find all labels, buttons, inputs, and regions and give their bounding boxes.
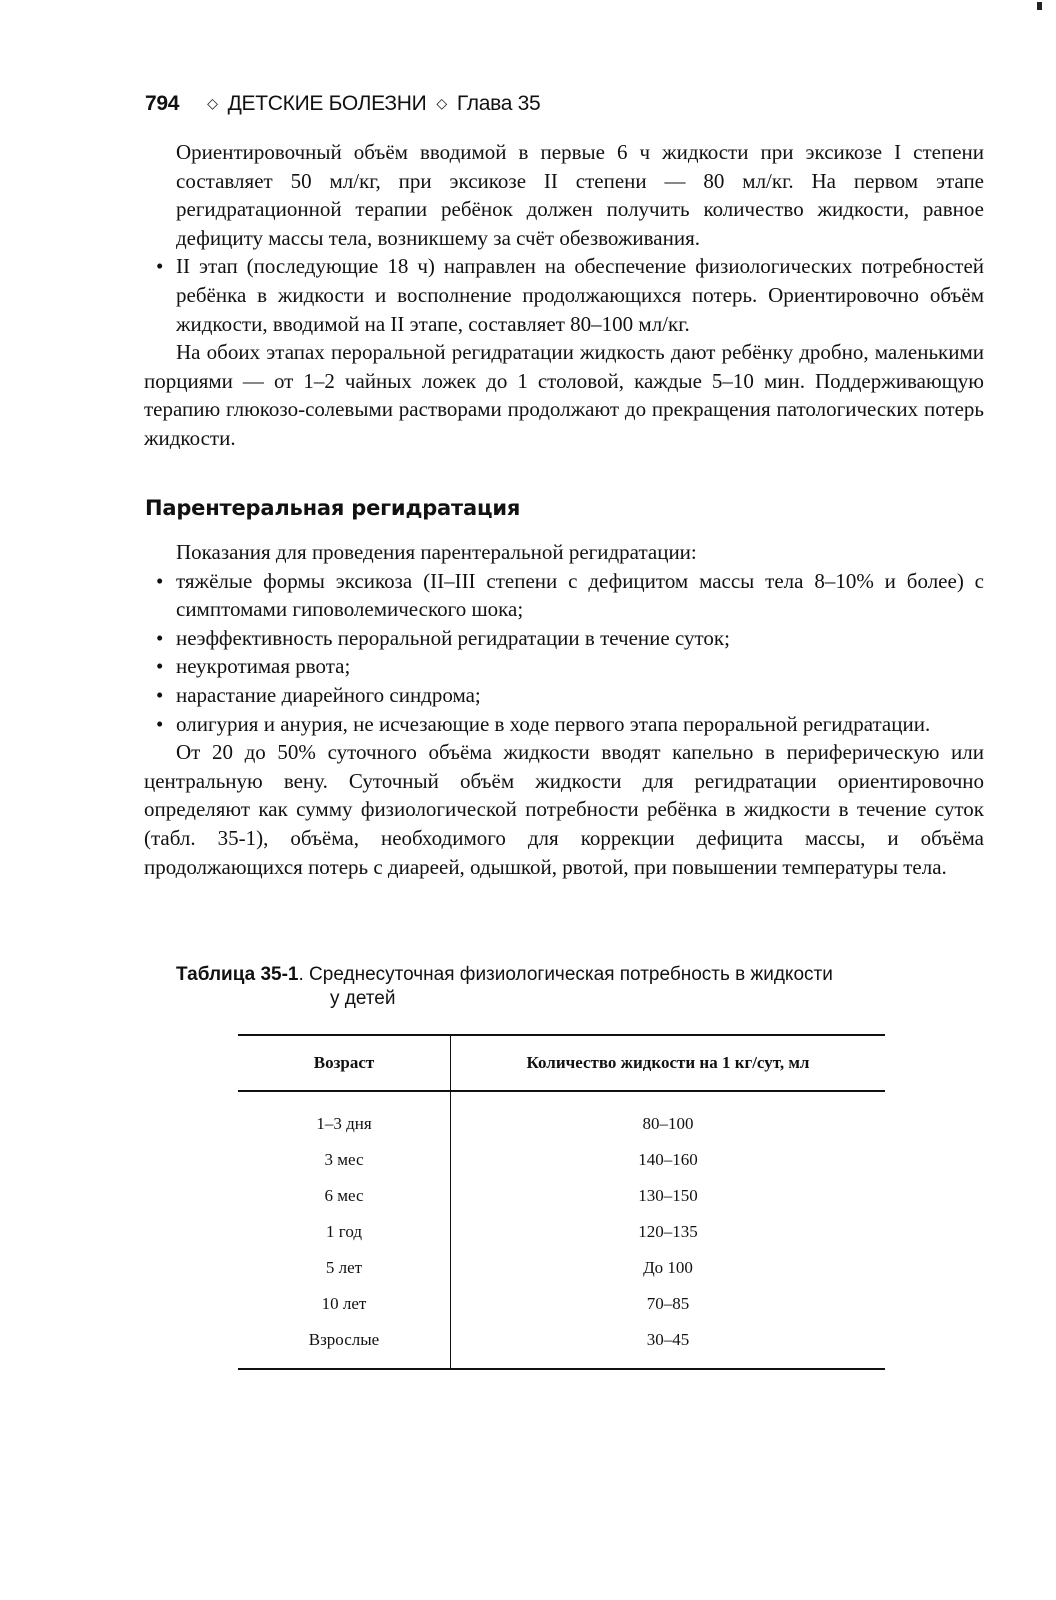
diamond-icon: ◇: [436, 95, 447, 111]
volume-cell: 120–135: [638, 1222, 698, 1241]
section-text-block: [144, 538, 984, 881]
age-cell: Взрослые: [238, 1322, 451, 1369]
volume-cell: До 100: [643, 1258, 693, 1277]
fluid-requirement-table: [238, 1034, 885, 1370]
page-number: 794: [145, 92, 180, 115]
chapter-label: Глава 35: [456, 92, 541, 115]
table-row: [238, 1286, 885, 1322]
volume-cell: 130–150: [638, 1186, 698, 1205]
age-cell: 1–3 дня: [238, 1091, 451, 1142]
table-header-row: [238, 1035, 885, 1091]
table-caption-text-2: у детей: [330, 988, 396, 1009]
volume-cell: 70–85: [646, 1294, 690, 1313]
age-cell: 3 мес: [238, 1142, 451, 1178]
table-row: [238, 1178, 885, 1214]
section-heading: Парентеральная регидратация: [145, 496, 521, 520]
top-text-block: [144, 138, 984, 453]
indications-intro: Показания для проведения парентеральной регидратации:: [176, 540, 697, 564]
volume-cell: 140–160: [638, 1150, 698, 1169]
column-header-volume: Количество жидкости на 1 кг/сут, мл: [451, 1035, 886, 1091]
running-header: [145, 92, 540, 116]
indication-item: • нарастание диарейного синдрома;: [144, 681, 984, 710]
table-row: [238, 1091, 885, 1142]
paragraph-volume-stage1: Ориентировочный объём вводимой в первые 6 ч жидкости при эксикозе I степени составляет 50 мл/кг, при эксикозе II степени — 80 мл/кг. На первом этапе регидратационной терапии ребёнок должен получить количество жидкости, равное дефициту массы тела, возникшему за счёт обезвоживания.: [176, 140, 984, 250]
indication-item: • неэффективность пероральной регидратации в течение суток;: [144, 624, 984, 653]
volume-cell: 30–45: [451, 1322, 886, 1369]
paragraph-daily-volume: От 20 до 50% суточного объёма жидкости вводят капельно в периферическую или центральную вену. Суточный объём жидкости для регидратации ориентировочно определяют как сумму физиологической потребности ребёнка в жидкости в течение суток (табл. 35-1), объёма, необходимого для коррекции дефицита массы, и объёма продолжающихся потерь с диареей, одышкой, рвотой, при повышении температуры тела.: [144, 740, 984, 879]
age-cell: 5 лет: [238, 1250, 451, 1286]
volume-cell: 80–100: [642, 1114, 694, 1133]
indication-item: • неукротимая рвота;: [144, 652, 984, 681]
table-row: [238, 1214, 885, 1250]
table-row: [238, 1322, 885, 1369]
table-row: [238, 1142, 885, 1178]
age-cell: 10 лет: [238, 1286, 451, 1322]
indication-item: • олигурия и анурия, не исчезающие в ходе первого этапа пероральной регидратации.: [144, 710, 984, 739]
indication-item: • тяжёлые формы эксикоза (II–III степени с дефицитом массы тела 8–10% и более) с симптомами гиповолемического шока;: [144, 567, 984, 624]
table-caption: [176, 963, 976, 1011]
table-caption-text: . Среднесуточная физиологическая потребность в жидкости: [298, 964, 833, 985]
scan-mark: [1037, 2, 1042, 10]
age-cell: 1 год: [238, 1214, 451, 1250]
column-header-age: Возраст: [238, 1035, 451, 1091]
table-row: [238, 1250, 885, 1286]
paragraph-oral-regimen: На обоих этапах пероральной регидратации жидкость дают ребёнку дробно, маленькими порциями — от 1–2 чайных ложек до 1 столовой, каждые 5–10 мин. Поддерживающую терапию глюкозо-солевыми растворами продолжают до прекращения патологических потерь жидкости.: [144, 340, 984, 450]
book-title: ДЕТСКИЕ БОЛЕЗНИ: [227, 92, 427, 115]
age-cell: 6 мес: [238, 1178, 451, 1214]
bullet-stage2: • II этап (последующие 18 ч) направлен на обеспечение физиологических потребностей ребёнка в жидкости и восполнение продолжающихся потерь. Ориентировочно объём жидкости, вводимой на II этапе, составляет 80–100 мл/кг.: [144, 252, 984, 338]
table-caption-label: Таблица 35-1: [176, 964, 299, 985]
diamond-icon: ◇: [207, 95, 218, 111]
